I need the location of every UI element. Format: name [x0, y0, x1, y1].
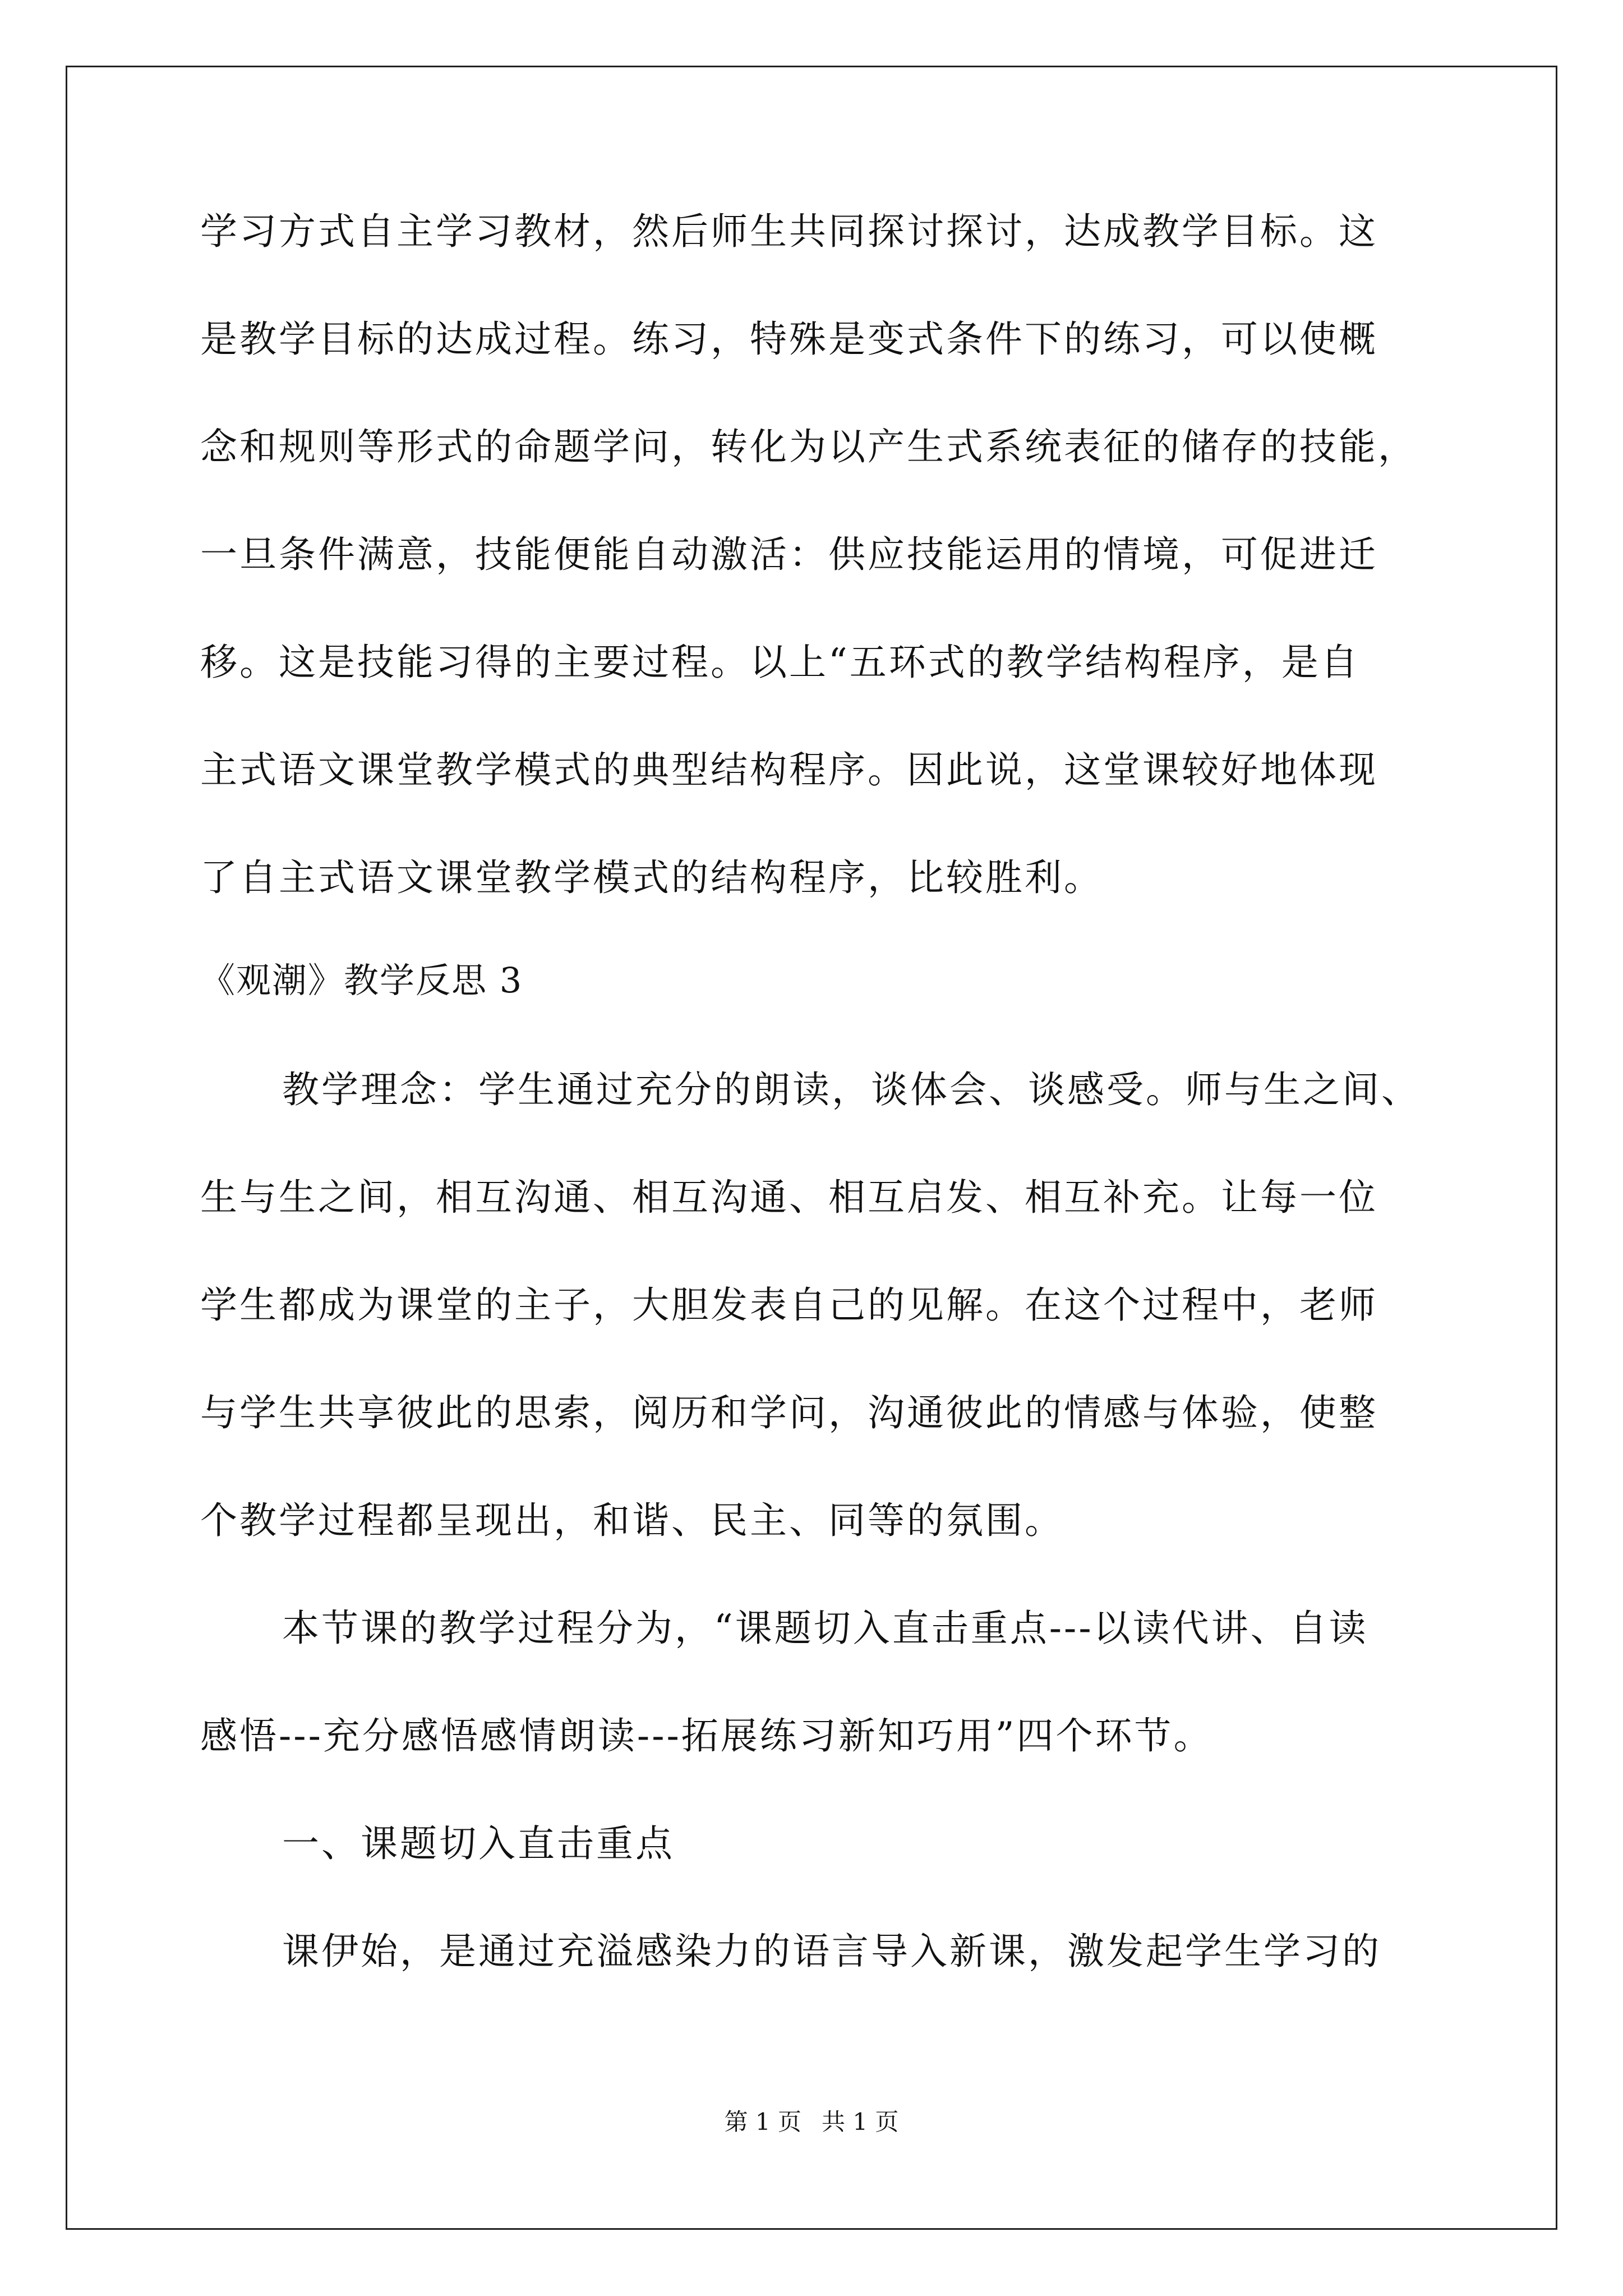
paragraph-line: 教学理念：学生通过充分的朗读，谈体会、谈感受。师与生之间、 [282, 1068, 1421, 1111]
paragraph-line: 念和规则等形式的命题学问，转化为以产生式系统表征的储存的技能， [200, 425, 1417, 468]
page-number: 第 1 页 [724, 2108, 801, 2136]
section-heading: 《观潮》教学反思 3 [200, 960, 523, 1001]
paragraph-line: 主式语文课堂教学模式的典型结构程序。因此说，这堂课较好地体现 [200, 748, 1378, 792]
page-footer [0, 2110, 1623, 2134]
paragraph-line: 学习方式自主学习教材，然后师生共同探讨探讨，达成教学目标。这 [200, 210, 1378, 253]
paragraph-line: 了自主式语文课堂教学模式的结构程序，比较胜利。 [200, 856, 1103, 899]
paragraph-line: 是教学目标的达成过程。练习，特殊是变式条件下的练习，可以使概 [200, 318, 1378, 361]
page-total: 共 1 页 [822, 2108, 899, 2136]
paragraph-line: 移。这是技能习得的主要过程。以上“五环式的教学结构程序，是自 [200, 641, 1360, 684]
paragraph-line: 学生都成为课堂的主子，大胆发表自己的见解。在这个过程中，老师 [200, 1283, 1378, 1327]
paragraph-line: 个教学过程都呈现出，和谐、民主、同等的氛围。 [200, 1499, 1064, 1542]
paragraph-line: 感悟---充分感悟感情朗读---拓展练习新知巧用”四个环节。 [200, 1714, 1213, 1757]
paragraph-line: 一旦条件满意，技能便能自动激活：供应技能运用的情境，可促进迁 [200, 533, 1378, 576]
paragraph-line: 课伊始，是通过充溢感染力的语言导入新课，激发起学生学习的 [282, 1930, 1381, 1973]
paragraph-line: 本节课的教学过程分为，“课题切入直击重点---以读代讲、自读 [282, 1607, 1368, 1650]
paragraph-line: 生与生之间，相互沟通、相互沟通、相互启发、相互补充。让每一位 [200, 1176, 1378, 1219]
subheading: 一、课题切入直击重点 [282, 1822, 675, 1865]
paragraph-line: 与学生共享彼此的思索，阅历和学问，沟通彼此的情感与体验，使整 [200, 1391, 1378, 1434]
page-frame [66, 66, 1557, 2230]
